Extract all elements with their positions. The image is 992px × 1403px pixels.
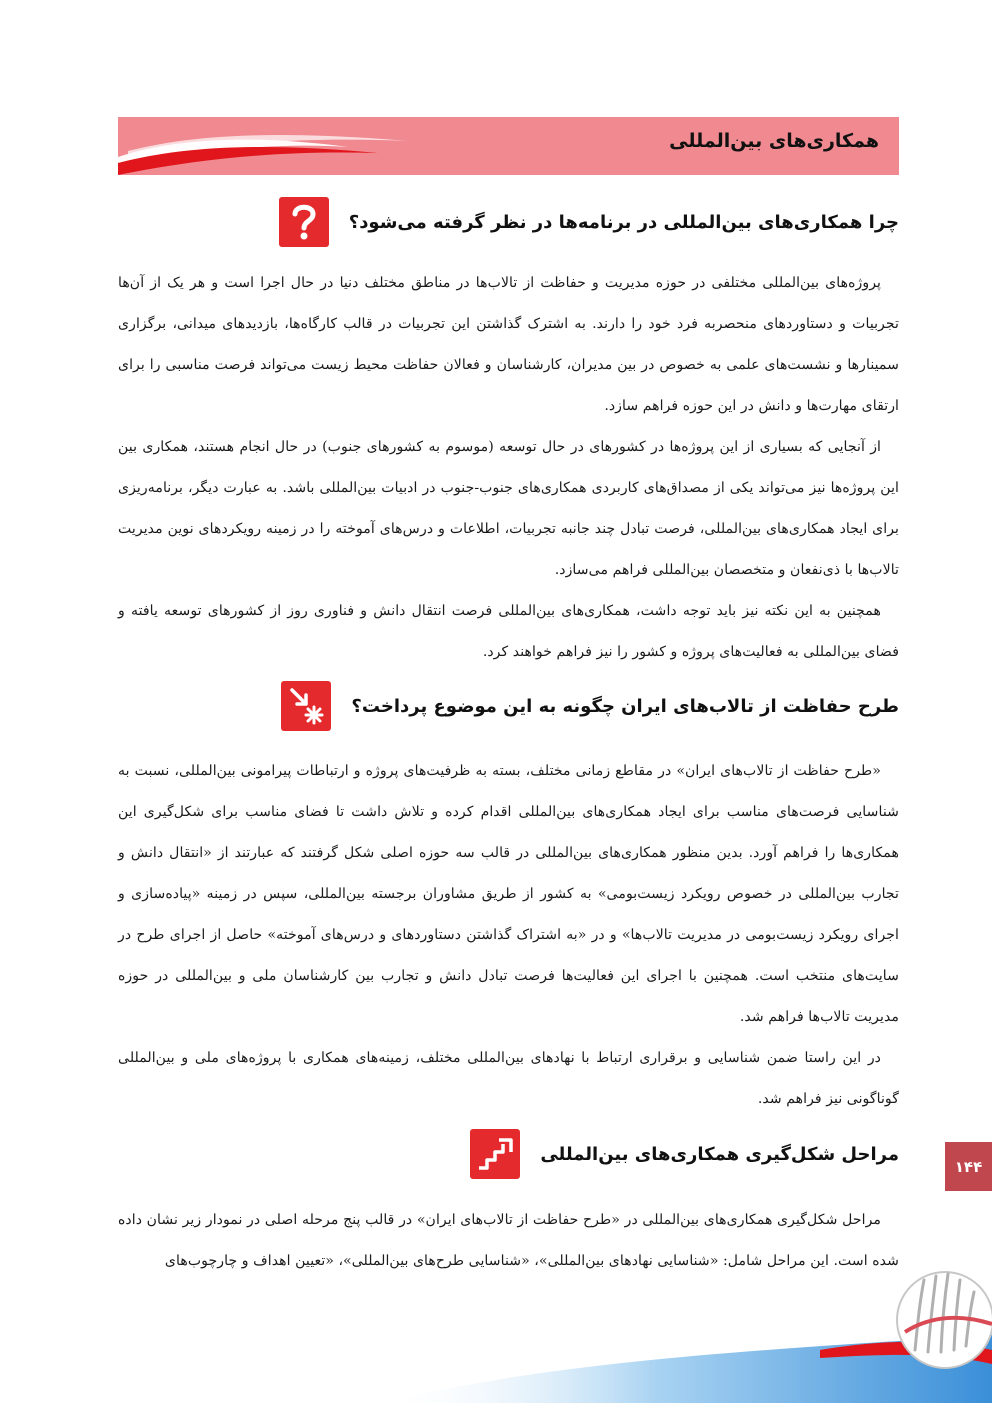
section-body-why (118, 263, 899, 673)
page-number: ۱۴۴ (945, 1142, 992, 1191)
section-title: طرح حفاظت از تالاب‌های ایران چگونه به این موضوع پرداخت؟ (351, 695, 899, 717)
section-heading-how (281, 680, 899, 732)
snowflake-arrow-icon (281, 681, 331, 731)
section-title: چرا همکاری‌های بین‌المللی در برنامه‌ها در نظر گرفته می‌شود؟ (348, 211, 899, 233)
corner-decoration (0, 1240, 992, 1403)
section-heading-stages (470, 1128, 899, 1180)
question-mark-icon (279, 197, 329, 247)
brush-stroke-decoration (118, 117, 418, 175)
section-heading-why (279, 196, 899, 248)
stairs-arrow-icon (470, 1129, 520, 1179)
paragraph: مراحل شکل‌گیری همکاری‌های بین‌المللی در «طرح حفاظت از تالاب‌های ایران» در قالب پنج مرحله اصلی در نمودار زیر نشان داده شده است. این مراحل شامل: «شناسایی نهادهای بین‌المللی»، «شناسایی طرح‌های بین‌المللی»، «تعیین اهداف و چارچوب‌های (118, 1212, 899, 1269)
paragraph: در این راستا ضمن شناسایی و برقراری ارتباط با نهادهای بین‌المللی مختلف، زمینه‌های همکاری با پروژه‌های ملی و بین‌المللی گوناگونی نیز فراهم شد. (118, 1050, 899, 1107)
paragraph: پروژه‌های بین‌المللی مختلفی در حوزه مدیریت و حفاظت از تالاب‌ها در مناطق مختلف دنیا در حال اجرا است و هر یک از آن‌ها تجربیات و دستاوردهای منحصربه فرد خود را دارند. به اشترک گذاشتن این تجربیات در قالب کارگاه‌ها، بازدیدهای میدانی، برگزاری سمینارها و نشست‌های علمی به خصوص در بین مدیران، کارشناسان و فعالان حفاظت محیط زیست می‌تواند فرصت مناسبی را برای ارتقای مهارت‌ها و دانش در این حوزه فراهم سازد. (118, 275, 899, 414)
paragraph: همچنین به این نکته نیز باید توجه داشت، همکاری‌های بین‌المللی فرصت انتقال دانش و فناوری روز از کشورهای توسعه یافته و فضای بین‌المللی به فعالیت‌های پروژه و کشور را نیز فراهم خواهند کرد. (118, 603, 899, 660)
section-title: مراحل شکل‌گیری همکاری‌های بین‌المللی (540, 1143, 899, 1165)
chapter-header-band (118, 117, 899, 175)
chapter-title: همکاری‌های بین‌المللی (669, 130, 879, 152)
paragraph: از آنجایی که بسیاری از این پروژه‌ها در کشورهای در حال توسعه (موسوم به کشورهای جنوب) در حال انجام هستند، همکاری بین این پروژه‌ها نیز می‌تواند یکی از مصداق‌های کاربردی همکاری‌های جنوب-جنوب در ادبیات بین‌المللی باشد. به عبارت دیگر، برنامه‌ریزی برای ایجاد همکاری‌های بین‌المللی، فرصت تبادل چند جانبه تجربیات، اطلاعات و درس‌های آموخته را در زمینه رویکردهای نوین مدیریت تالاب‌ها با ذی‌نفعان و متخصصان بین‌المللی فراهم می‌سازد. (118, 439, 899, 578)
paragraph: «طرح حفاظت از تالاب‌های ایران» در مقاطع زمانی مختلف، بسته به ظرفیت‌های پروژه و ارتباطات پیرامونی بین‌المللی، نسبت به شناسایی فرصت‌های مناسب برای ایجاد همکاری‌های بین‌المللی اقدام کرده و تلاش داشت تا فضای مناسب برای شکل‌گیری این همکاری‌ها را فراهم آورد. بدین منظور همکاری‌های بین‌المللی در قالب سه حوزه اصلی شکل گرفتند که عبارتند از «انتقال دانش و تجارب بین‌المللی در خصوص رویکرد زیست‌بومی» به کشور از طریق مشاوران برجسته بین‌المللی، سپس در زمینه «پیاده‌سازی و اجرای رویکرد زیست‌بومی در مدیریت تالاب‌ها» و در «به اشتراک گذاشتن دستاوردهای و درس‌های آموخته» حاصل از اجرای طرح در سایت‌های منتخب است. همچنین با اجرای این فعالیت‌ها فرصت تبادل دانش و تجارب بین کارشناسان ملی و بین‌المللی در حوزه مدیریت تالاب‌ها فراهم شد. (118, 763, 899, 1025)
section-body-how (118, 751, 899, 1120)
reed-emblem-icon (897, 1272, 992, 1368)
